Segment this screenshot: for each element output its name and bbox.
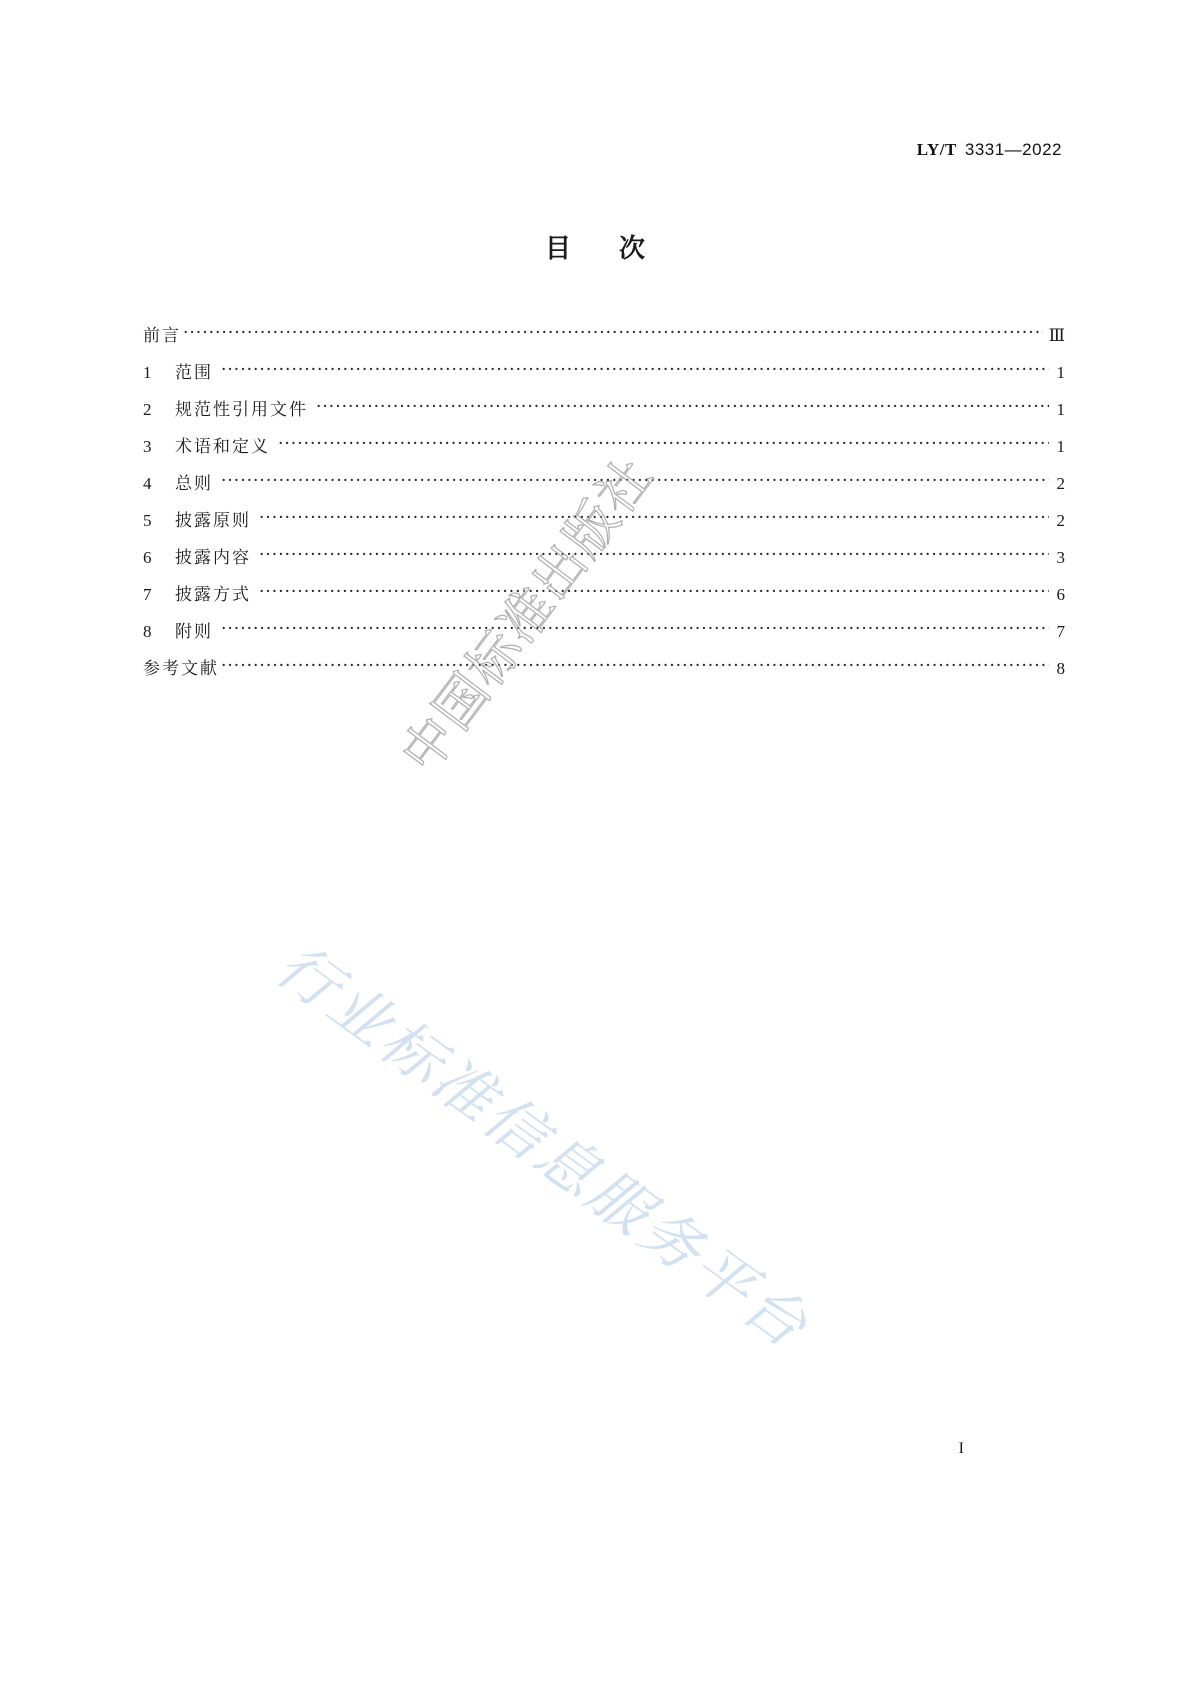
toc-title: 目次 bbox=[544, 234, 693, 264]
toc-leader-dots bbox=[259, 509, 1049, 526]
toc-entry-disclosure-methods[interactable] bbox=[143, 580, 1065, 617]
toc-entry-label: 规范性引用文件 bbox=[175, 400, 308, 420]
toc-entry-label: 披露方式 bbox=[175, 585, 251, 605]
toc-entry-label: 术语和定义 bbox=[175, 437, 270, 457]
toc-entry-page: 2 bbox=[1056, 474, 1065, 493]
page-number: I bbox=[958, 1440, 964, 1457]
toc-leader-dots bbox=[221, 620, 1049, 637]
toc-entry-page: 8 bbox=[1056, 659, 1065, 678]
standard-code bbox=[917, 140, 1062, 160]
toc-entry-number: 6 bbox=[143, 548, 152, 567]
platform-watermark: 行业标准信息服务平台 bbox=[263, 930, 823, 1364]
standard-number: 3331—2022 bbox=[964, 140, 1062, 159]
toc-entry-bibliography[interactable] bbox=[143, 654, 1065, 691]
toc-entry-page: 1 bbox=[1056, 400, 1065, 419]
table-of-contents bbox=[143, 321, 1065, 691]
toc-leader-dots bbox=[221, 361, 1049, 378]
toc-entry-label: 总则 bbox=[175, 474, 213, 494]
toc-entry-page: 2 bbox=[1056, 511, 1065, 530]
toc-entry-number: 3 bbox=[143, 437, 152, 456]
standard-prefix: LY/T bbox=[916, 140, 957, 159]
toc-entry-label: 披露内容 bbox=[175, 548, 251, 568]
toc-entry-general[interactable] bbox=[143, 469, 1065, 506]
toc-entry-page: 3 bbox=[1056, 548, 1065, 567]
toc-leader-dots bbox=[259, 583, 1049, 600]
toc-entry-page: 7 bbox=[1056, 622, 1065, 641]
toc-leader-dots bbox=[278, 435, 1049, 452]
toc-entry-label: 附则 bbox=[175, 622, 213, 642]
toc-entry-number: 5 bbox=[143, 511, 152, 530]
toc-entry-disclosure-content[interactable] bbox=[143, 543, 1065, 580]
toc-entry-label: 披露原则 bbox=[175, 511, 251, 531]
toc-entry-number: 4 bbox=[143, 474, 152, 493]
toc-entry-label: 范围 bbox=[175, 363, 213, 383]
toc-entry-scope[interactable] bbox=[143, 358, 1065, 395]
toc-leader-dots bbox=[316, 398, 1049, 415]
toc-entry-terms-definitions[interactable] bbox=[143, 432, 1065, 469]
toc-leader-dots bbox=[259, 546, 1049, 563]
toc-leader-dots bbox=[221, 472, 1049, 489]
toc-leader-dots bbox=[221, 657, 1049, 674]
toc-entry-label: 前言 bbox=[143, 326, 181, 346]
toc-entry-page: 1 bbox=[1056, 363, 1065, 382]
toc-entry-page: 1 bbox=[1056, 437, 1065, 456]
toc-entry-normative-references[interactable] bbox=[143, 395, 1065, 432]
toc-entry-number: 8 bbox=[143, 622, 152, 641]
toc-entry-foreword[interactable] bbox=[143, 321, 1065, 358]
toc-leader-dots bbox=[183, 324, 1043, 341]
toc-entry-supplementary[interactable] bbox=[143, 617, 1065, 654]
toc-entry-number: 2 bbox=[143, 400, 152, 419]
toc-entry-label: 参考文献 bbox=[143, 659, 219, 679]
toc-entry-number: 1 bbox=[143, 363, 152, 382]
toc-entry-page: Ⅲ bbox=[1048, 326, 1065, 345]
toc-entry-disclosure-principles[interactable] bbox=[143, 506, 1065, 543]
publisher-watermark: 中国标准出版社 bbox=[390, 445, 666, 784]
toc-entry-number: 7 bbox=[143, 585, 152, 604]
toc-entry-page: 6 bbox=[1056, 585, 1065, 604]
